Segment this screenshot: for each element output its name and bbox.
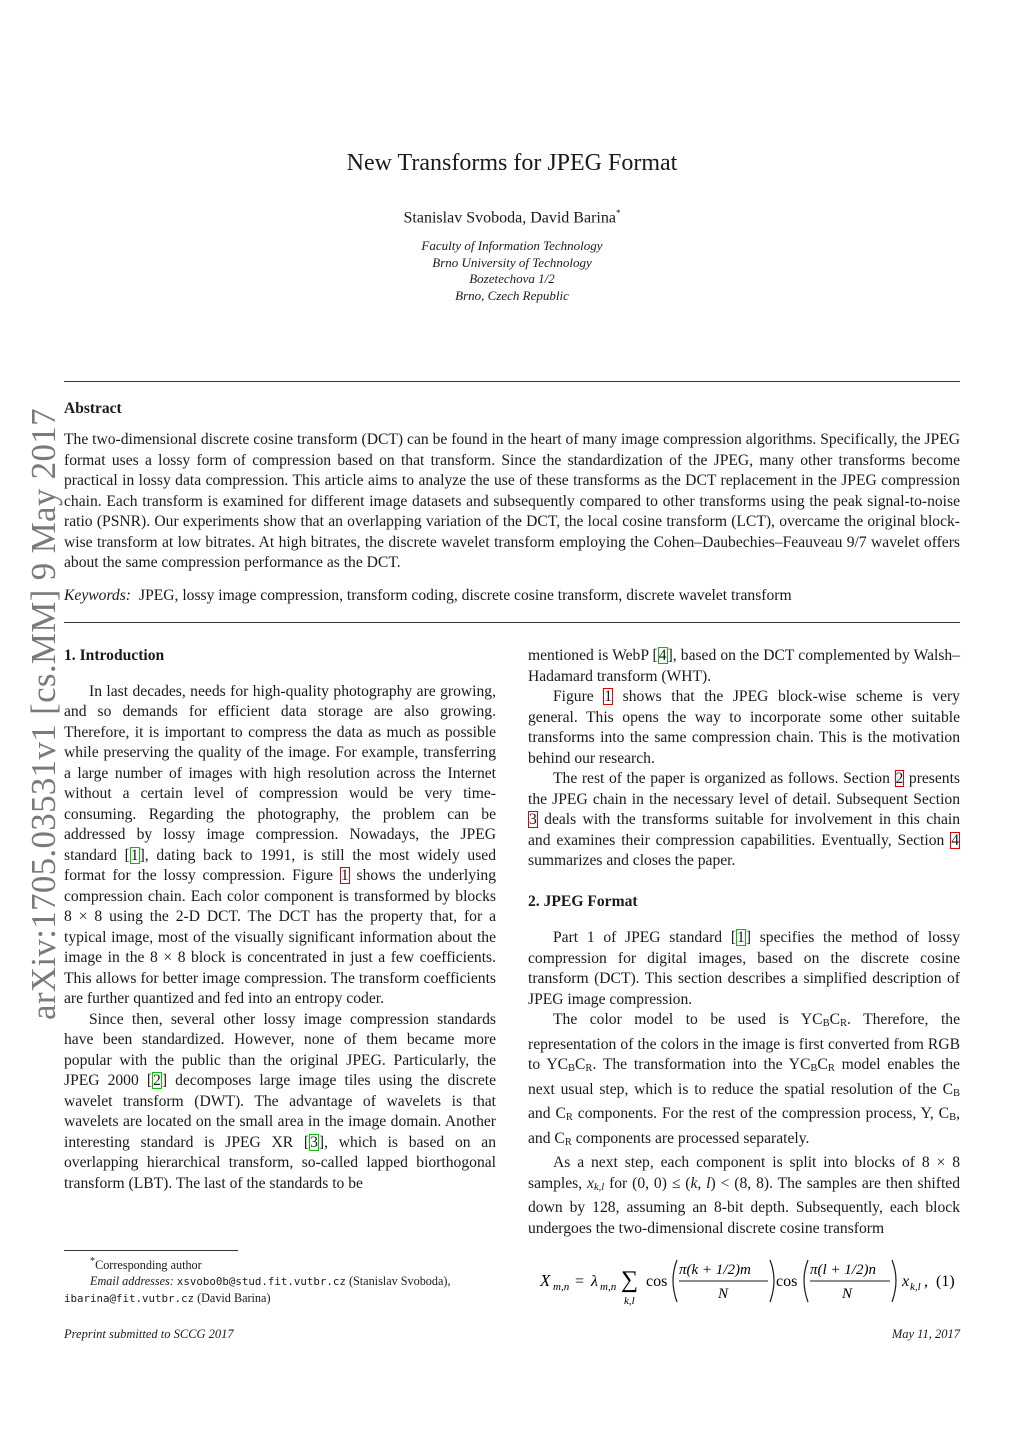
jpeg-paragraph-2 [528,1010,960,1153]
email-link[interactable]: xsvobo0b@stud.fit.vutbr.cz [176,1275,346,1289]
eq-denominator-1: N [718,1286,729,1302]
abstract-text: The two-dimensional discrete cosine transform (DCT) can be found in the heart of many image compression algorithms. Specifically, the JPEG format uses a lossy form of compression based on that transform. Since the standardization of the JPEG, many other transforms become practical in lossy data compression. This article aims to analyze the use of these transforms as the DCT replacement in the JPEG compression chain. Each transform is examined for different image datasets and subsequently compared to other transforms using the peak signal-to-noise ratio (PSNR). Our experiments show that an overlapping variation of the DCT, the local cosine transform (LCT), overcame the original block-wise transform at low bitrates. At high bitrates, the discrete wavelet transform employing the Cohen–Daubechies–Feauveau 9/7 wavelet offers about the same compression performance as the DCT. [64,431,960,571]
affiliation-line: Brno University of Technology [432,254,592,270]
eq-denominator-2: N [842,1286,853,1302]
text-run: summarizes and closes the paper. [528,852,736,869]
text-run: components are processed separately. [571,1129,810,1147]
subscript: R [827,1063,835,1074]
text-run: Figure [553,688,604,705]
footer-date: May 11, 2017 [891,1327,960,1341]
footnote-emails [64,1273,504,1290]
dct-equation [528,1256,960,1308]
eq-paren-close-2 [892,1260,896,1302]
eq-cos-2: cos [776,1273,798,1290]
footnote-text: Corresponding author [95,1258,202,1273]
text-run: The color model to be used is YC [553,1011,823,1028]
subscript: B [949,1112,957,1123]
eq-lambda-sub: m,n [600,1281,617,1293]
text-run: model enables the next usual step, which is to reduce the spatial resolution of the C [528,1056,960,1098]
citation-link[interactable]: 4 [658,647,667,664]
eq-lhs: X [540,1271,551,1290]
subscript: R [565,1112,573,1123]
right-column [528,646,960,1239]
subscript: k,l [593,1181,605,1193]
section-link[interactable]: 3 [529,811,537,828]
eq-numerator-2: π(l + 1/2)n [810,1262,876,1278]
eq-x-sub: k,l [910,1281,921,1293]
email-label: Email addresses: [90,1274,174,1289]
subscript: B [822,1018,830,1029]
text-run: C [575,1056,586,1073]
citation-link[interactable]: 1 [737,929,745,946]
citation-link[interactable]: 3 [310,1133,318,1151]
section-link[interactable]: 2 [895,770,904,787]
intro-paragraph-3 [528,687,960,769]
eq-sum-sub: k,l [624,1295,635,1307]
text-run: C [817,1056,828,1073]
corresponding-author-mark[interactable]: * [615,208,621,218]
intro-paragraph-2 [64,1010,496,1195]
email-owner: (David Barina) [197,1291,271,1306]
eq-paren-open-2 [804,1260,808,1302]
eq-numerator-1: π(k + 1/2)m [679,1262,751,1278]
text-run: presents the JPEG chain in the necessary level of detail. Subsequent Section [528,770,960,808]
text-run: The rest of the paper is organized as follows. Section [553,770,895,787]
equation-graphic [528,1256,960,1308]
eq-number-label: (1) [936,1273,955,1290]
text-run: ] decomposes large image tiles using the discrete wavelet transform (DWT). The advantage of wavelets is that wavelets are located on the small area in the image domain. Another interesting standard is JPEG XR [ [64,1072,496,1151]
section-heading-jpeg-format: 2. JPEG Format [528,892,638,910]
affiliation-block [0,238,1024,304]
text-run: . The transformation into the YC [592,1056,811,1073]
eq-paren-close-1 [770,1260,774,1302]
text-run: ], which is based on an overlapping hierarchical transform, so-called lapped biorthogonal transform (LBT). The last of the standards to be [64,1133,496,1192]
text-run: Part 1 of JPEG standard [ [553,929,737,946]
left-column [64,646,496,1194]
subscript: B [810,1063,818,1074]
section-link[interactable]: 4 [951,831,959,849]
text-run: ) < (8, 8). The samples are then shifted down by 128, assuming an 8-bit depth. Subsequently, each block undergoes the two-dimensional discrete cosine transform [528,1174,960,1237]
subscript: R [564,1136,572,1148]
figure-link[interactable]: 1 [340,867,349,884]
text-run: for (0, 0) ≤ ( [604,1174,691,1192]
footnote-mark: * [90,1256,96,1267]
text-run: As a next step, each component is split into blocks of 8 × 8 samples, [528,1154,960,1192]
text-run: Since then, several other lossy image compression standards have been standardized. However, none of them became more popular with the public than the original JPEG. Particularly, the JPEG 2000 [ [64,1010,496,1089]
text-run: ], based on the DCT complemented by Walsh–Hadamard transform (WHT). [528,647,960,685]
text-run: components. For the rest of the compression process, Y, C [572,1105,950,1122]
text-run: . Therefore, the representation of the colors in the image is first converted from RGB to YC [528,1011,960,1073]
eq-sum-symbol: ∑ [621,1267,639,1293]
intro-paragraph-1 [64,682,496,1010]
text-run: and C [528,1105,566,1122]
eq-comma: , [924,1273,928,1290]
footnote-corresponding [64,1254,504,1273]
subscript: R [585,1063,593,1074]
figure-link[interactable]: 1 [604,688,613,705]
author-names: Stanislav Svoboda, David Barina [403,209,616,227]
text-run: ] specifies the method of lossy compression for digital images, based on the discrete cosine transform (DCT). This section describes a simplified description of JPEG image compression. [528,929,960,1008]
affiliation-line: Bozetechova 1/2 [469,271,555,286]
text-run: deals with the transforms suitable for involvement in this chain and examines their compression capabilities. Eventually, Section [528,811,960,849]
footnote-rule [64,1250,238,1251]
footnote [64,1254,504,1307]
intro-paragraph-2-continued [528,646,960,687]
footer-preprint-note: Preprint submitted to SCCG 2017 [64,1327,234,1341]
eq-x: x [902,1273,910,1290]
eq-cos-1: cos [646,1273,668,1290]
affiliation-line: Faculty of Information Technology [421,238,603,253]
text-run: ], dating back to 1991, is still the most widely used format for the lossy compression. Figure [64,846,497,884]
section-heading-introduction: 1. Introduction [64,647,165,664]
subscript: B [568,1063,576,1074]
citation-link[interactable]: 2 [153,1072,161,1089]
jpeg-paragraph-1 [528,928,960,1010]
arxiv-identifier[interactable]: arXiv:1705.03531v1 [cs.MM] 9 May 2017 [24,408,63,1020]
keywords-label: Keywords: [64,587,131,604]
text-run: shows that the JPEG block-wise scheme is very general. This opens the way to incorporate some other suitable transforms into the same compression chain. This is the motivation behind our research. [528,688,960,767]
intro-paragraph-4 [528,769,960,872]
subscript: B [952,1087,960,1099]
affiliation-line: Brno, Czech Republic [455,287,569,303]
subscript: R [839,1018,847,1029]
keywords-text: JPEG, lossy image compression, transform coding, discrete cosine transform, discrete wavelet transform [139,587,792,604]
abstract-top-rule [64,381,960,382]
text-run: C [829,1011,840,1028]
email-owner: (Stanislav Svoboda), [348,1274,451,1289]
eq-lhs-sub: m,n [553,1281,570,1293]
author-list [0,208,1024,227]
text-run: , and C [528,1105,960,1147]
text-run: shows the underlying compression chain. Each color component is transformed by blocks 8 × 8 using the 2-D DCT. The DCT has the property that, for a typical image, most of the visually significant information about the image in the 8 × 8 block is concentrated in just a few coefficients. This allows for better image compression. The transform coefficients are further quantized and fed into an entropy coder. [64,867,496,1007]
keywords-line [64,587,960,605]
eq-paren-open-1 [673,1260,677,1302]
math-variable: k, l [690,1174,711,1192]
eq-lambda: λ [591,1273,598,1290]
text-run: mentioned is WebP [ [528,647,658,664]
abstract-bottom-rule [64,622,960,623]
email-link[interactable]: ibarina@fit.vutbr.cz [64,1292,195,1306]
eq-equals: = [575,1273,585,1290]
math-variable: x [587,1174,594,1192]
text-run: In last decades, needs for high-quality photography are growing, and so demands for efficient data storage are also growing. Therefore, it is important to compress the data as much as possible while preserving the quality of the image. For example, transferring a large number of images with high resolution across the Internet without a certain level of compression would be very time-consuming. Regarding the photography, the problem can be addressed by lossy image compression. Nowadays, the JPEG standard [ [64,682,496,864]
footnote-emails-continued [64,1290,504,1307]
jpeg-paragraph-3 [528,1153,960,1239]
citation-link[interactable]: 1 [130,846,139,864]
paper-title: New Transforms for JPEG Format [346,150,678,176]
abstract-heading: Abstract [64,400,122,417]
